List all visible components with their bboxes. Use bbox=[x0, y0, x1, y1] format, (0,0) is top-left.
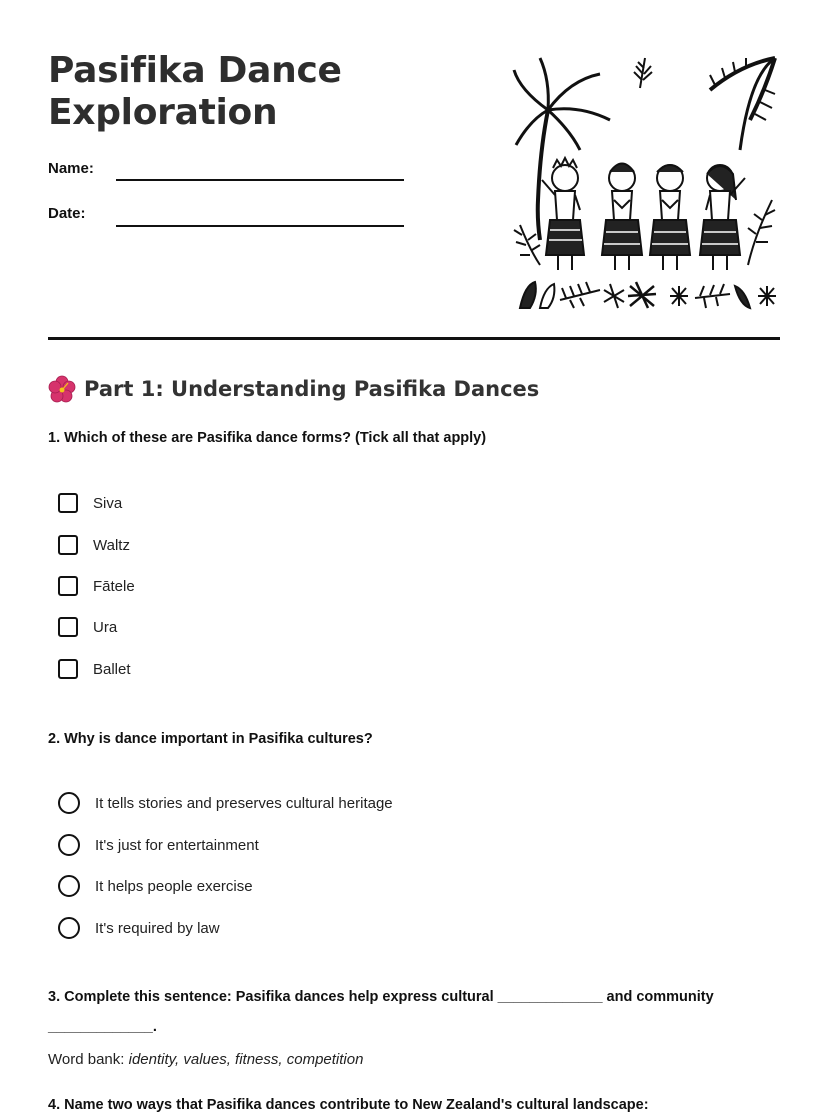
checkbox[interactable] bbox=[58, 576, 78, 596]
radio-button[interactable] bbox=[58, 917, 80, 939]
date-label: Date: bbox=[48, 205, 86, 222]
hibiscus-icon bbox=[48, 375, 76, 403]
q2-option-exercise[interactable] bbox=[58, 874, 253, 898]
word-bank bbox=[48, 1051, 363, 1068]
part1-heading bbox=[48, 374, 539, 404]
option-label: Siva bbox=[93, 494, 123, 512]
option-label: Ura bbox=[93, 618, 118, 636]
radio-button[interactable] bbox=[58, 875, 80, 897]
q1-option-waltz[interactable] bbox=[58, 533, 130, 557]
question-4: 4. Name two ways that Pasifika dances contribute to New Zealand's cultural landscape: bbox=[48, 1097, 649, 1113]
option-label: It's just for entertainment bbox=[95, 836, 259, 854]
checkbox[interactable] bbox=[58, 617, 78, 637]
option-label: It tells stories and preserves cultural heritage bbox=[95, 794, 393, 812]
checkbox[interactable] bbox=[58, 659, 78, 679]
option-label: Fātele bbox=[93, 577, 135, 595]
option-label: Ballet bbox=[93, 660, 131, 678]
date-field[interactable] bbox=[116, 225, 404, 227]
q1-option-ura[interactable] bbox=[58, 615, 117, 639]
q2-option-entertainment[interactable] bbox=[58, 833, 259, 857]
option-label: Waltz bbox=[93, 536, 130, 554]
q1-option-siva[interactable] bbox=[58, 491, 122, 515]
checkbox[interactable] bbox=[58, 493, 78, 513]
word-bank-label: Word bank: bbox=[48, 1051, 125, 1068]
page-title: Pasifika Dance Exploration bbox=[48, 50, 342, 133]
radio-button[interactable] bbox=[58, 792, 80, 814]
name-label: Name: bbox=[48, 160, 94, 177]
name-field[interactable] bbox=[116, 179, 404, 181]
part1-heading-text: Part 1: Understanding Pasifika Dances bbox=[84, 377, 540, 401]
option-label: It helps people exercise bbox=[95, 877, 253, 895]
question-2: 2. Why is dance important in Pasifika cultures? bbox=[48, 731, 373, 747]
header-divider bbox=[48, 337, 780, 340]
q1-option-fatele[interactable] bbox=[58, 574, 135, 598]
q2-option-law[interactable] bbox=[58, 916, 220, 940]
checkbox[interactable] bbox=[58, 535, 78, 555]
option-label: It's required by law bbox=[95, 919, 220, 937]
q1-option-ballet[interactable] bbox=[58, 657, 131, 681]
radio-button[interactable] bbox=[58, 834, 80, 856]
question-3: 3. Complete this sentence: Pasifika dances help express cultural _____________ and community _____________. bbox=[48, 989, 714, 1035]
pasifika-dancers-illustration bbox=[510, 50, 780, 314]
q2-option-stories[interactable] bbox=[58, 791, 393, 815]
word-bank-words: identity, values, fitness, competition bbox=[128, 1051, 364, 1068]
question-1: 1. Which of these are Pasifika dance forms? (Tick all that apply) bbox=[48, 430, 487, 446]
